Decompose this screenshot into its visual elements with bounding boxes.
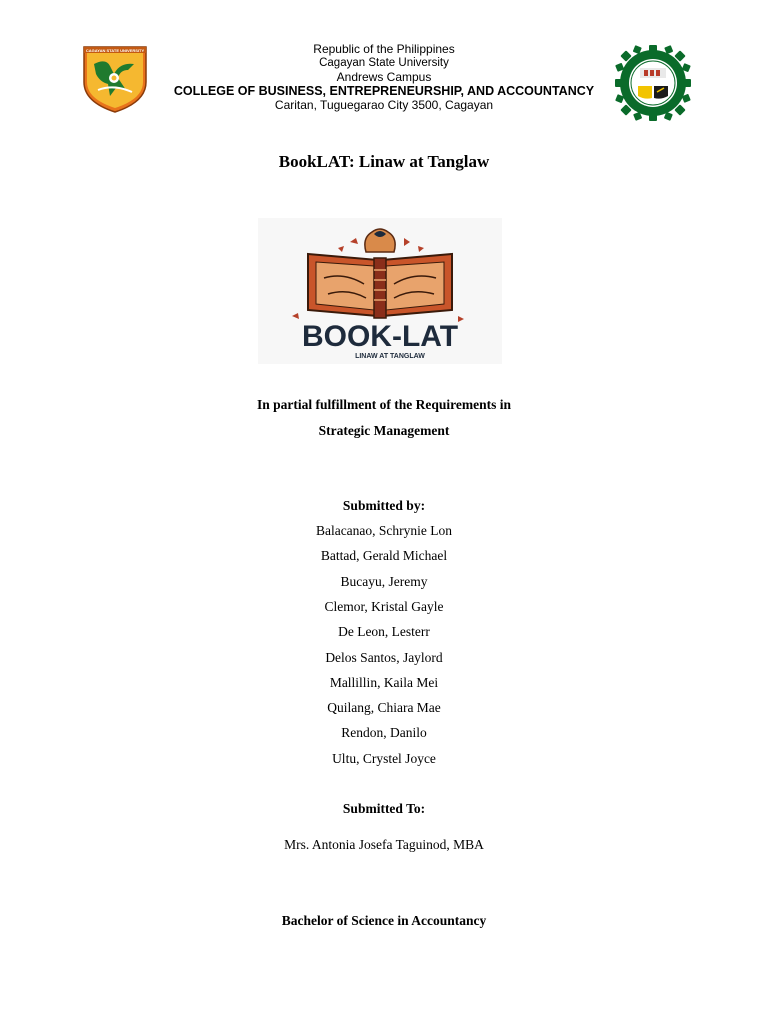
fulfillment-course: Strategic Management bbox=[318, 423, 450, 438]
submitter-name: Quilang, Chiara Mae bbox=[327, 700, 441, 715]
submitter-name: Ultu, Crystel Joyce bbox=[332, 751, 436, 766]
csu-logo-caption: CAGAYAN STATE UNIVERSITY bbox=[85, 48, 145, 53]
booklat-tagline: LINAW AT TANGLAW bbox=[355, 353, 425, 360]
submitted-to-heading: Submitted To: bbox=[342, 801, 426, 816]
instructor-name: Mrs. Antonia Josefa Taguinod, MBA bbox=[284, 837, 484, 852]
college-seal-logo bbox=[614, 44, 692, 122]
submitter-name: Rendon, Danilo bbox=[341, 725, 427, 740]
fulfillment-line-1: In partial fulfillment of the Requirements in bbox=[257, 397, 511, 412]
csu-shield-logo bbox=[80, 44, 150, 114]
college-line: COLLEGE OF BUSINESS, ENTREPRENEURSHIP, AND ACCOUNTANCY bbox=[173, 84, 595, 98]
submitter-name: De Leon, Lesterr bbox=[338, 624, 430, 639]
campus-line: Andrews Campus bbox=[336, 70, 432, 84]
booklat-logo bbox=[258, 218, 502, 364]
degree-program: Bachelor of Science in Accountancy bbox=[281, 913, 487, 928]
letterhead bbox=[150, 42, 618, 112]
submitter-name: Battad, Gerald Michael bbox=[320, 548, 448, 563]
booklat-wordmark: BOOK-LAT bbox=[301, 320, 459, 353]
document-title: BookLAT: Linaw at Tanglaw bbox=[278, 152, 490, 171]
submitter-name: Bucayu, Jeremy bbox=[340, 574, 428, 589]
submitter-name: Mallillin, Kaila Mei bbox=[329, 675, 439, 690]
submitter-name: Balacanao, Schrynie Lon bbox=[315, 523, 453, 538]
submitter-name: Delos Santos, Jaylord bbox=[325, 650, 443, 665]
country-line: Republic of the Philippines bbox=[313, 42, 455, 56]
submitted-by-heading: Submitted by: bbox=[342, 498, 426, 513]
address-line: Caritan, Tuguegarao City 3500, Cagayan bbox=[274, 98, 494, 112]
submitter-name: Clemor, Kristal Gayle bbox=[324, 599, 444, 614]
university-line: Cagayan State University bbox=[319, 57, 449, 69]
